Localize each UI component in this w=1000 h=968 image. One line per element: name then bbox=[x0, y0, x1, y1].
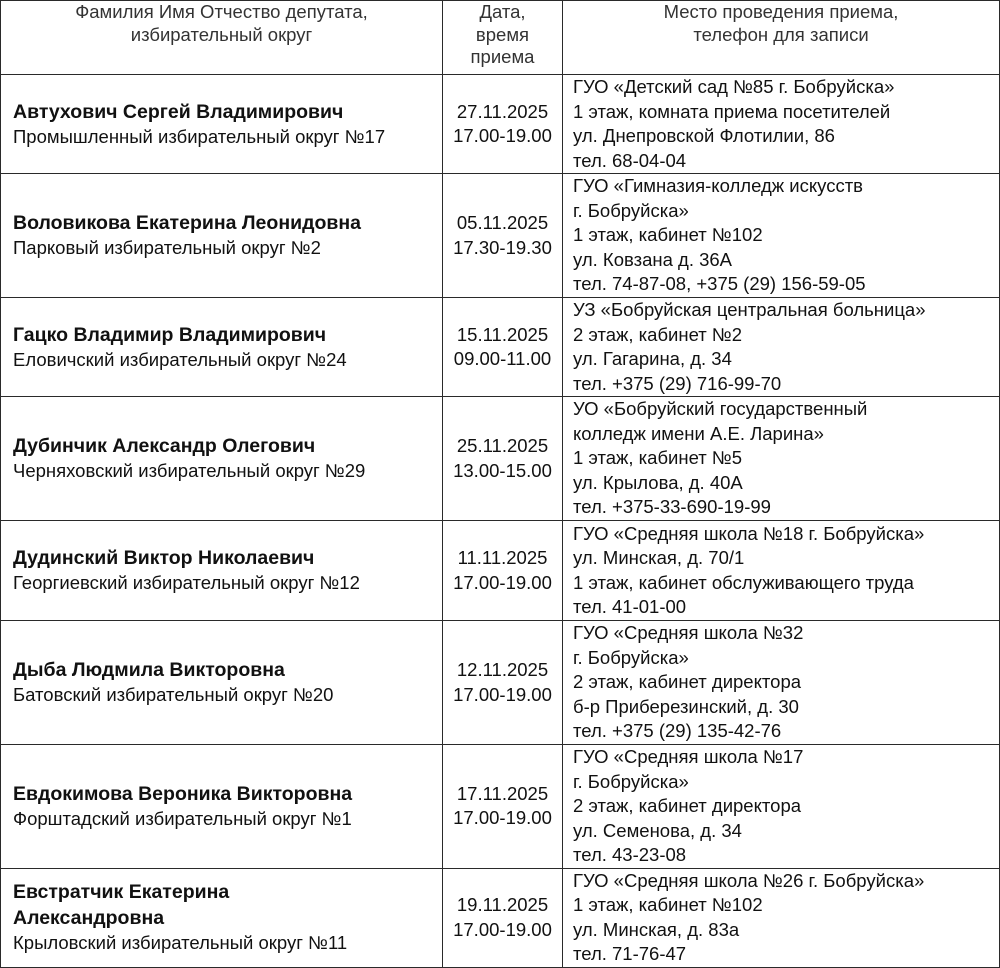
table-row bbox=[1, 868, 1000, 967]
header-place-phone bbox=[563, 1, 1000, 75]
place-phone-cell bbox=[563, 174, 1000, 298]
place-line: 1 этаж, кабинет обслуживающего труда bbox=[573, 571, 914, 593]
place-line: колледж имени А.Е. Ларина» bbox=[573, 422, 824, 444]
electoral-district: Георгиевский избирательный округ №12 bbox=[13, 572, 360, 594]
place-line: г. Бобруйска» bbox=[573, 646, 689, 668]
reception-date: 15.11.2025 bbox=[456, 323, 549, 345]
header-deputy-district bbox=[1, 1, 443, 75]
electoral-district: Парковый избирательный округ №2 bbox=[13, 237, 321, 259]
header-date-line-3: приема bbox=[470, 46, 535, 67]
deputy-cell bbox=[1, 298, 443, 397]
place-line: ул. Крылова, д. 40А bbox=[573, 471, 743, 493]
reception-date: 05.11.2025 bbox=[456, 212, 549, 233]
deputy-name: Дудинский Виктор Николаевич bbox=[13, 547, 315, 570]
place-line: ул. Ковзана д. 36А bbox=[573, 248, 733, 270]
reception-time: 17.30-19.30 bbox=[453, 236, 552, 258]
reception-time: 17.00-19.00 bbox=[453, 571, 552, 593]
place-line: ГУО «Средняя школа №32 bbox=[573, 622, 804, 644]
electoral-district: Батовский избирательный округ №20 bbox=[13, 684, 334, 706]
place-line: ул. Минская, д. 70/1 bbox=[573, 547, 745, 568]
place-phone-cell bbox=[563, 868, 1000, 967]
deputy-cell bbox=[1, 397, 443, 521]
deputy-name: Евдокимова Вероника Викторовна bbox=[13, 783, 353, 805]
deputy-cell bbox=[1, 868, 443, 967]
date-time-cell bbox=[443, 397, 563, 521]
phone-number: тел. +375 (29) 135-42-76 bbox=[573, 720, 782, 742]
place-phone-cell bbox=[563, 75, 1000, 174]
header-date-line-2: время bbox=[475, 23, 530, 45]
place-line: 2 этаж, кабинет директора bbox=[573, 671, 802, 693]
electoral-district: Промышленный избирательный округ №17 bbox=[13, 125, 386, 147]
place-line: ГУО «Средняя школа №18 г. Бобруйска» bbox=[573, 522, 925, 544]
deputy-name: Евстратчик Екатерина bbox=[13, 881, 230, 904]
electoral-district: Крыловский избирательный округ №11 bbox=[13, 932, 348, 954]
phone-number: тел. 41-01-00 bbox=[573, 596, 687, 617]
header-deputy-line-2: избирательный округ bbox=[130, 23, 313, 45]
deputy-cell bbox=[1, 621, 443, 745]
place-line: УО «Бобруйский государственный bbox=[573, 398, 868, 420]
place-line: 1 этаж, комната приема посетителей bbox=[573, 100, 891, 122]
table-row bbox=[1, 745, 1000, 869]
place-line: 1 этаж, кабинет №102 bbox=[573, 224, 763, 246]
place-line: ул. Семенова, д. 34 bbox=[573, 819, 742, 841]
reception-time: 17.00-19.00 bbox=[453, 807, 552, 829]
electoral-district: Форштадский избирательный округ №1 bbox=[13, 808, 352, 829]
place-phone-cell bbox=[563, 397, 1000, 521]
deputy-name: Дыба Людмила Викторовна bbox=[13, 659, 285, 682]
deputy-name: Воловикова Екатерина Леонидовна bbox=[13, 212, 361, 235]
phone-number: тел. 71-76-47 bbox=[573, 943, 687, 964]
table-row bbox=[1, 397, 1000, 521]
place-line: 2 этаж, кабинет №2 bbox=[573, 323, 743, 345]
date-time-cell bbox=[443, 621, 563, 745]
reception-time: 17.00-19.00 bbox=[453, 918, 552, 940]
header-row bbox=[1, 1, 1000, 75]
phone-number: тел. +375-33-690-19-99 bbox=[573, 496, 771, 518]
phone-number: тел. +375 (29) 716-99-70 bbox=[573, 372, 782, 394]
date-time-cell bbox=[443, 521, 563, 621]
deputy-name: Дубинчик Александр Олегович bbox=[13, 435, 316, 458]
place-line: ГУО «Средняя школа №17 bbox=[573, 746, 804, 767]
deputy-cell bbox=[1, 75, 443, 174]
table-row bbox=[1, 621, 1000, 745]
deputy-cell bbox=[1, 745, 443, 869]
reception-time: 09.00-11.00 bbox=[453, 348, 552, 369]
reception-time: 17.00-19.00 bbox=[453, 125, 552, 146]
table-row bbox=[1, 521, 1000, 621]
place-line: г. Бобруйска» bbox=[573, 770, 689, 792]
deputy-name: Александровна bbox=[13, 907, 165, 930]
place-line: ГУО «Средняя школа №26 г. Бобруйска» bbox=[573, 869, 925, 891]
table-body bbox=[1, 75, 1000, 968]
header-date-line-1: Дата, bbox=[479, 1, 526, 22]
date-time-cell bbox=[443, 745, 563, 869]
header-date-time bbox=[443, 1, 563, 75]
deputy-name: Автухович Сергей Владимирович bbox=[13, 100, 344, 123]
table-row bbox=[1, 75, 1000, 174]
reception-date: 12.11.2025 bbox=[456, 659, 549, 680]
place-line: 2 этаж, кабинет директора bbox=[573, 795, 802, 816]
reception-date: 27.11.2025 bbox=[456, 100, 549, 122]
deputy-name: Гацко Владимир Владимирович bbox=[13, 323, 327, 346]
deputy-cell bbox=[1, 174, 443, 298]
place-line: 1 этаж, кабинет №5 bbox=[573, 447, 743, 469]
place-line: ул. Минская, д. 83а bbox=[573, 918, 740, 940]
table-row bbox=[1, 174, 1000, 298]
electoral-district: Черняховский избирательный округ №29 bbox=[13, 460, 366, 482]
place-line: ГУО «Детский сад №85 г. Бобруйска» bbox=[573, 76, 895, 97]
reception-date: 17.11.2025 bbox=[456, 782, 549, 804]
place-phone-cell bbox=[563, 298, 1000, 397]
date-time-cell bbox=[443, 868, 563, 967]
date-time-cell bbox=[443, 75, 563, 174]
table-row bbox=[1, 298, 1000, 397]
place-line: 1 этаж, кабинет №102 bbox=[573, 894, 763, 915]
phone-number: тел. 74-87-08, +375 (29) 156-59-05 bbox=[573, 273, 866, 295]
deputy-cell bbox=[1, 521, 443, 621]
reception-date: 11.11.2025 bbox=[457, 547, 548, 568]
reception-time: 13.00-15.00 bbox=[453, 459, 552, 481]
reception-time: 17.00-19.00 bbox=[453, 683, 552, 705]
header-deputy-line-1: Фамилия Имя Отчество депутата, bbox=[75, 1, 368, 22]
header-place-line-2: телефон для записи bbox=[693, 23, 869, 45]
reception-date: 19.11.2025 bbox=[456, 894, 549, 915]
header-place-line-1: Место проведения приема, bbox=[663, 1, 899, 22]
place-line: б-р Приберезинский, д. 30 bbox=[573, 695, 799, 717]
place-line: г. Бобруйска» bbox=[573, 199, 689, 221]
place-line: ул. Гагарина, д. 34 bbox=[573, 348, 732, 369]
place-phone-cell bbox=[563, 745, 1000, 869]
date-time-cell bbox=[443, 298, 563, 397]
place-line: ул. Днепровской Флотилии, 86 bbox=[573, 125, 835, 146]
place-phone-cell bbox=[563, 621, 1000, 745]
reception-date: 25.11.2025 bbox=[456, 435, 549, 456]
place-line: ГУО «Гимназия-колледж искусств bbox=[573, 175, 863, 197]
place-phone-cell bbox=[563, 521, 1000, 621]
electoral-district: Еловичский избирательный округ №24 bbox=[13, 348, 347, 370]
place-line: УЗ «Бобруйская центральная больница» bbox=[573, 299, 926, 320]
phone-number: тел. 43-23-08 bbox=[573, 844, 687, 865]
date-time-cell bbox=[443, 174, 563, 298]
phone-number: тел. 68-04-04 bbox=[573, 149, 687, 171]
